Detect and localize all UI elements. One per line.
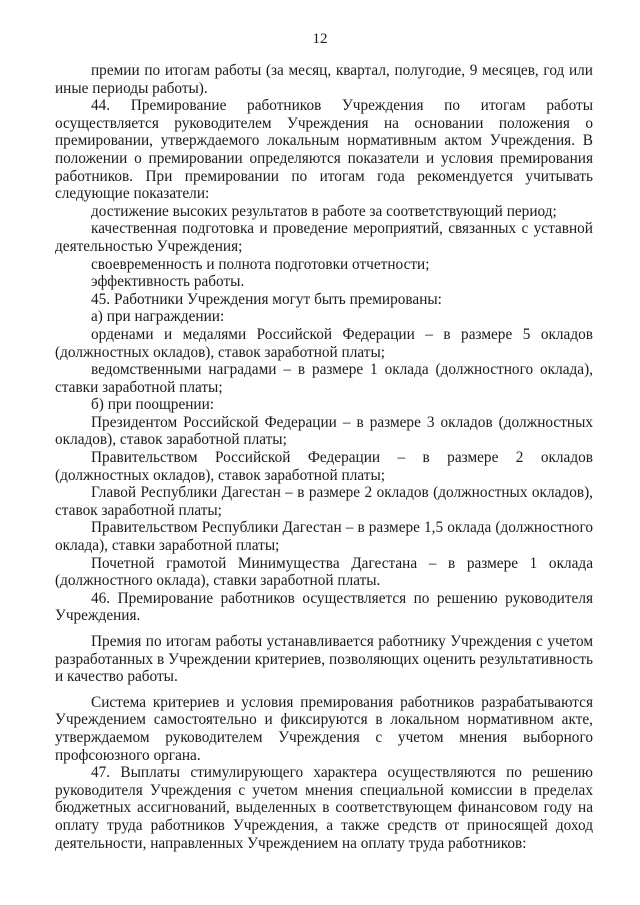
paragraph-44: 44. Премирование работников Учреждения по итогам работы осуществляется руководителем Учреждения на основании положения о премировании, утверждаемого локальным нормативным актом Учреждения. В положении о премировании определяются показатели и условия премирования работников. При премировании по итогам года рекомендуется учитывать следующие показатели: — [55, 97, 593, 203]
award-item: Правительством Республики Дагестан – в размере 1,5 оклада (должностного оклада), ставки заработной платы; — [55, 519, 593, 555]
award-item: Правительством Российской Федерации – в размере 2 окладов (должностных окладов), ставок заработной платы; — [55, 449, 593, 484]
paragraph-47: 47. Выплаты стимулирующего характера осуществляются по решению руководителя Учреждения с учетом мнения специальной комиссии в пределах бюджетных ассигнований, выделенных в соответствующем финансовом году на оплату труда работников Учреждения, а также средств от приносящей доход деятельности, направленных Учреждением на оплату труда работников: — [55, 764, 593, 852]
subitem-a: а) при награждении: — [91, 308, 225, 326]
award-item: ведомственными наградами – в размере 1 оклада (должностного оклада), ставки заработной платы; — [55, 361, 593, 396]
award-item: Главой Республики Дагестан – в размере 2 окладов (должностных окладов), ставок заработной платы; — [55, 484, 593, 519]
criterion-item: своевременность и полнота подготовки отчетности; — [91, 255, 430, 273]
paragraph-45: 45. Работники Учреждения могут быть премированы: — [91, 290, 442, 308]
award-item: орденами и медалями Российской Федерации – в размере 5 окладов (должностных окладов), ставок заработной платы; — [55, 325, 593, 361]
page-number: 12 — [312, 31, 328, 47]
award-item: Почетной грамотой Минимущества Дагестана – в размере 1 оклада (должностного оклада), ставки заработной платы. — [55, 554, 593, 590]
criterion-item: качественная подготовка и проведение мероприятий, связанных с уставной деятельностью Учреждения; — [55, 220, 593, 255]
paragraph-continuation: премии по итогам работы (за месяц, квартал, полугодие, 9 месяцев, год или иные периоды работы). — [55, 62, 593, 97]
document-body — [55, 62, 593, 852]
criterion-item: достижение высоких результатов в работе за соответствующий период; — [91, 202, 557, 220]
award-item: Президентом Российской Федерации – в размере 3 окладов (должностных окладов), ставок заработной платы; — [55, 413, 593, 449]
criterion-item: эффективность работы. — [91, 273, 245, 291]
subitem-b: б) при поощрении: — [91, 396, 215, 414]
paragraph-text: Система критериев и условия премирования работников разрабатываются Учреждением самостоятельно и фиксируются в локальном нормативном акте, утверждаемом руководителем Учреждения с учетом мнения выборного профсоюзного органа. — [55, 693, 593, 764]
paragraph-46: 46. Премирование работников осуществляется по решению руководителя Учреждения. — [55, 589, 593, 625]
paragraph-text: Премия по итогам работы устанавливается работнику Учреждения с учетом разработанных в Учреждении критериев, позволяющих оценить результативность и качество работы. — [55, 633, 593, 686]
